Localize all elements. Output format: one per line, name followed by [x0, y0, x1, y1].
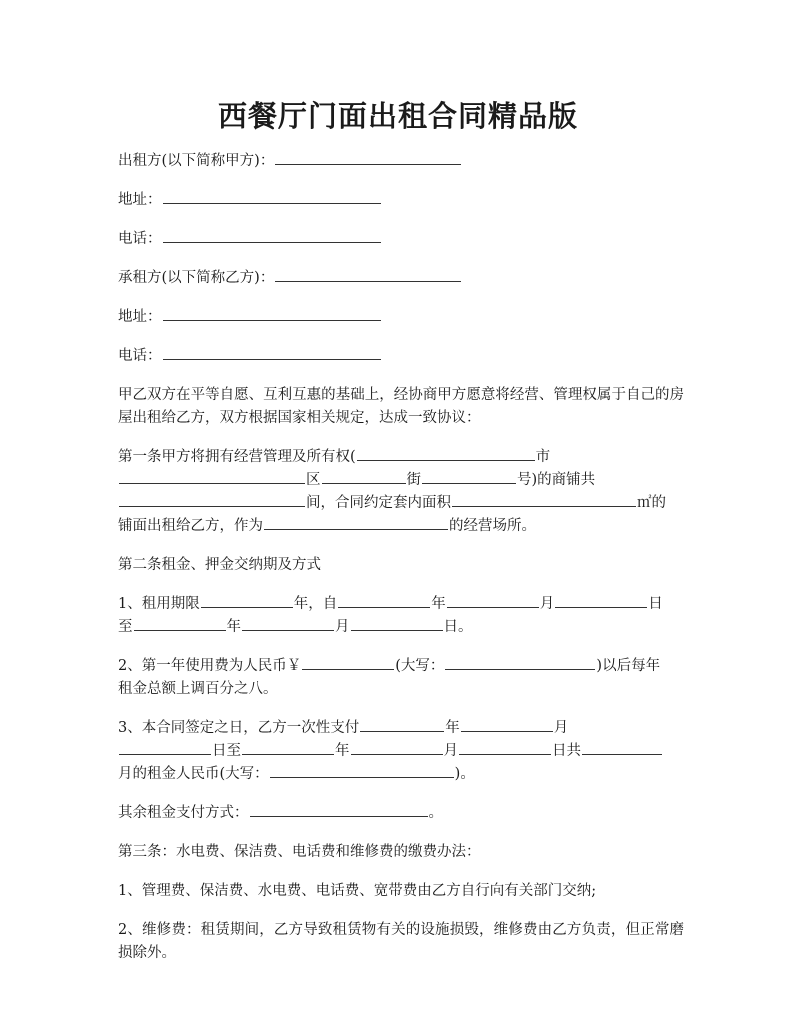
document-body: [118, 150, 684, 981]
lessor-label: 出租方(以下简称甲方)：: [118, 153, 275, 169]
article1-text-2: 市: [535, 449, 551, 465]
lessee-label: 承租方(以下简称乙方)：: [118, 270, 275, 286]
article2-item2-line1: [118, 655, 684, 678]
lessee-line: [118, 267, 684, 290]
other-payment-blank[interactable]: [250, 802, 428, 817]
lease-years-blank[interactable]: [201, 593, 293, 608]
lessor-name-blank[interactable]: [275, 150, 461, 165]
article1-text-8: 铺面出租给乙方，作为: [118, 518, 263, 534]
lessor-phone-label: 电话：: [118, 231, 162, 247]
article2-item3-text-4: 日至: [212, 743, 241, 759]
lessor-phone-line: [118, 228, 684, 251]
lessee-phone-label: 电话：: [118, 348, 162, 364]
article2-item2-text-1: 2、第一年使用费为人民币￥: [118, 658, 302, 674]
preamble-paragraph: 甲乙双方在平等自愿、互利互惠的基础上，经协商甲方愿意将经营、管理权属于自己的房屋出租给乙方，双方根据国家相关规定，达成一致协议：: [118, 387, 684, 426]
article3-heading: 第三条：水电费、保洁费、电话费和维修费的缴费办法：: [118, 844, 481, 860]
street-blank[interactable]: [422, 469, 516, 484]
prepay-start-day-blank[interactable]: [119, 740, 211, 755]
first-year-fee-words-blank[interactable]: [445, 655, 595, 670]
article1-text-7: ㎡的: [637, 495, 666, 511]
article2-item1-text-7: 年: [226, 619, 241, 635]
article2-item3-line1: [118, 717, 684, 740]
end-month-blank[interactable]: [242, 616, 334, 631]
article3-item1: 1、管理费、保洁费、水电费、电话费、宽带费由乙方自行向有关部门交纳;: [118, 883, 597, 899]
shop-count-blank[interactable]: [119, 492, 305, 507]
article1-text-5: 号)的商铺共: [517, 472, 596, 488]
lessor-phone-blank[interactable]: [163, 228, 381, 243]
article2-item1-line2: [118, 616, 684, 639]
article2-item2-line2: 租金总额上调百分之八。: [118, 681, 278, 697]
lessee-phone-blank[interactable]: [163, 345, 381, 360]
article2-item1-line1: [118, 593, 684, 616]
city-blank[interactable]: [119, 469, 305, 484]
prepay-end-month-blank[interactable]: [351, 740, 443, 755]
area-blank[interactable]: [452, 492, 636, 507]
article2-item1: [118, 593, 684, 639]
article1-line3: [118, 492, 684, 515]
lessee-name-blank[interactable]: [275, 267, 461, 282]
article2-item2-text-2: (大写：: [395, 658, 445, 674]
article2-item3-text-3: 月: [553, 720, 569, 736]
business-use-blank[interactable]: [264, 515, 448, 530]
article2-item3-line3: [118, 763, 684, 786]
prepay-end-day-blank[interactable]: [459, 740, 551, 755]
property-location-blank[interactable]: [357, 446, 535, 461]
article2-item3: [118, 717, 684, 786]
document-title: 西餐厅门面出租合同精品版: [217, 99, 578, 133]
article2-item3-text-7: 日共: [552, 743, 581, 759]
article2-item1-text-2: 年，自: [293, 596, 338, 612]
lessor-address-label: 地址：: [118, 192, 162, 208]
lessor-address-line: [118, 189, 684, 212]
prepay-amount-words-blank[interactable]: [270, 763, 454, 778]
article2-item1-text-4: 月: [539, 596, 555, 612]
lessee-phone-line: [118, 345, 684, 368]
article1-text-3: 区: [306, 472, 321, 488]
end-day-blank[interactable]: [351, 616, 443, 631]
article2-item1-text-6: 至: [118, 619, 133, 635]
article2-item3-text-9: )。: [454, 766, 475, 782]
article2-item1-text-5: 日: [648, 596, 663, 612]
article2-item1-text-8: 月: [335, 619, 350, 635]
article1-line4: [118, 515, 684, 538]
prepay-months-blank[interactable]: [582, 740, 662, 755]
article2-item1-text-3: 年: [431, 596, 446, 612]
other-payment-line: [118, 802, 684, 825]
article2-item1-text-1: 1、租用期限: [118, 596, 200, 612]
lessee-address-line: [118, 306, 684, 329]
article2-item3-text-1: 3、本合同签定之日，乙方一次性支付: [118, 720, 360, 736]
district-blank[interactable]: [322, 469, 406, 484]
article2-item2: [118, 655, 684, 701]
article1-text-1: 第一条甲方将拥有经营管理及所有权(: [118, 449, 356, 465]
article1-line2: [118, 469, 684, 492]
article2-item2-text-3: )以后每年: [596, 658, 661, 674]
other-payment-label: 其余租金支付方式：: [118, 805, 249, 821]
prepay-start-month-blank[interactable]: [461, 717, 553, 732]
article1-text-4: 街: [406, 472, 421, 488]
prepay-end-year-blank[interactable]: [242, 740, 334, 755]
article2-item3-text-5: 年: [335, 743, 350, 759]
article2-heading: 第二条租金、押金交纳期及方式: [118, 557, 321, 573]
lessor-address-blank[interactable]: [163, 189, 381, 204]
lessee-address-label: 地址：: [118, 309, 162, 325]
article3-item2: 2、维修费：租赁期间，乙方导致租赁物有关的设施损毁，维修费由乙方负责，但正常磨损除外。: [118, 922, 684, 961]
start-day-blank[interactable]: [555, 593, 647, 608]
start-year-blank[interactable]: [338, 593, 430, 608]
article2-item3-text-6: 月: [443, 743, 458, 759]
lessee-address-blank[interactable]: [163, 306, 381, 321]
first-year-fee-blank[interactable]: [302, 655, 394, 670]
article2-item3-text-2: 年: [445, 720, 460, 736]
other-payment-period: 。: [428, 805, 443, 821]
lessor-line: [118, 150, 684, 173]
article1-paragraph: [118, 446, 684, 538]
article2-item3-line2: [118, 740, 684, 763]
prepay-start-year-blank[interactable]: [360, 717, 444, 732]
article2-item1-text-9: 日。: [443, 619, 473, 635]
end-year-blank[interactable]: [134, 616, 226, 631]
start-month-blank[interactable]: [447, 593, 539, 608]
article1-text-6: 间，合同约定套内面积: [306, 495, 451, 511]
article1-text-9: 的经营场所。: [449, 518, 536, 534]
article1-line1: [118, 446, 684, 469]
article2-item3-text-8: 月的租金人民币(大写：: [118, 766, 269, 782]
